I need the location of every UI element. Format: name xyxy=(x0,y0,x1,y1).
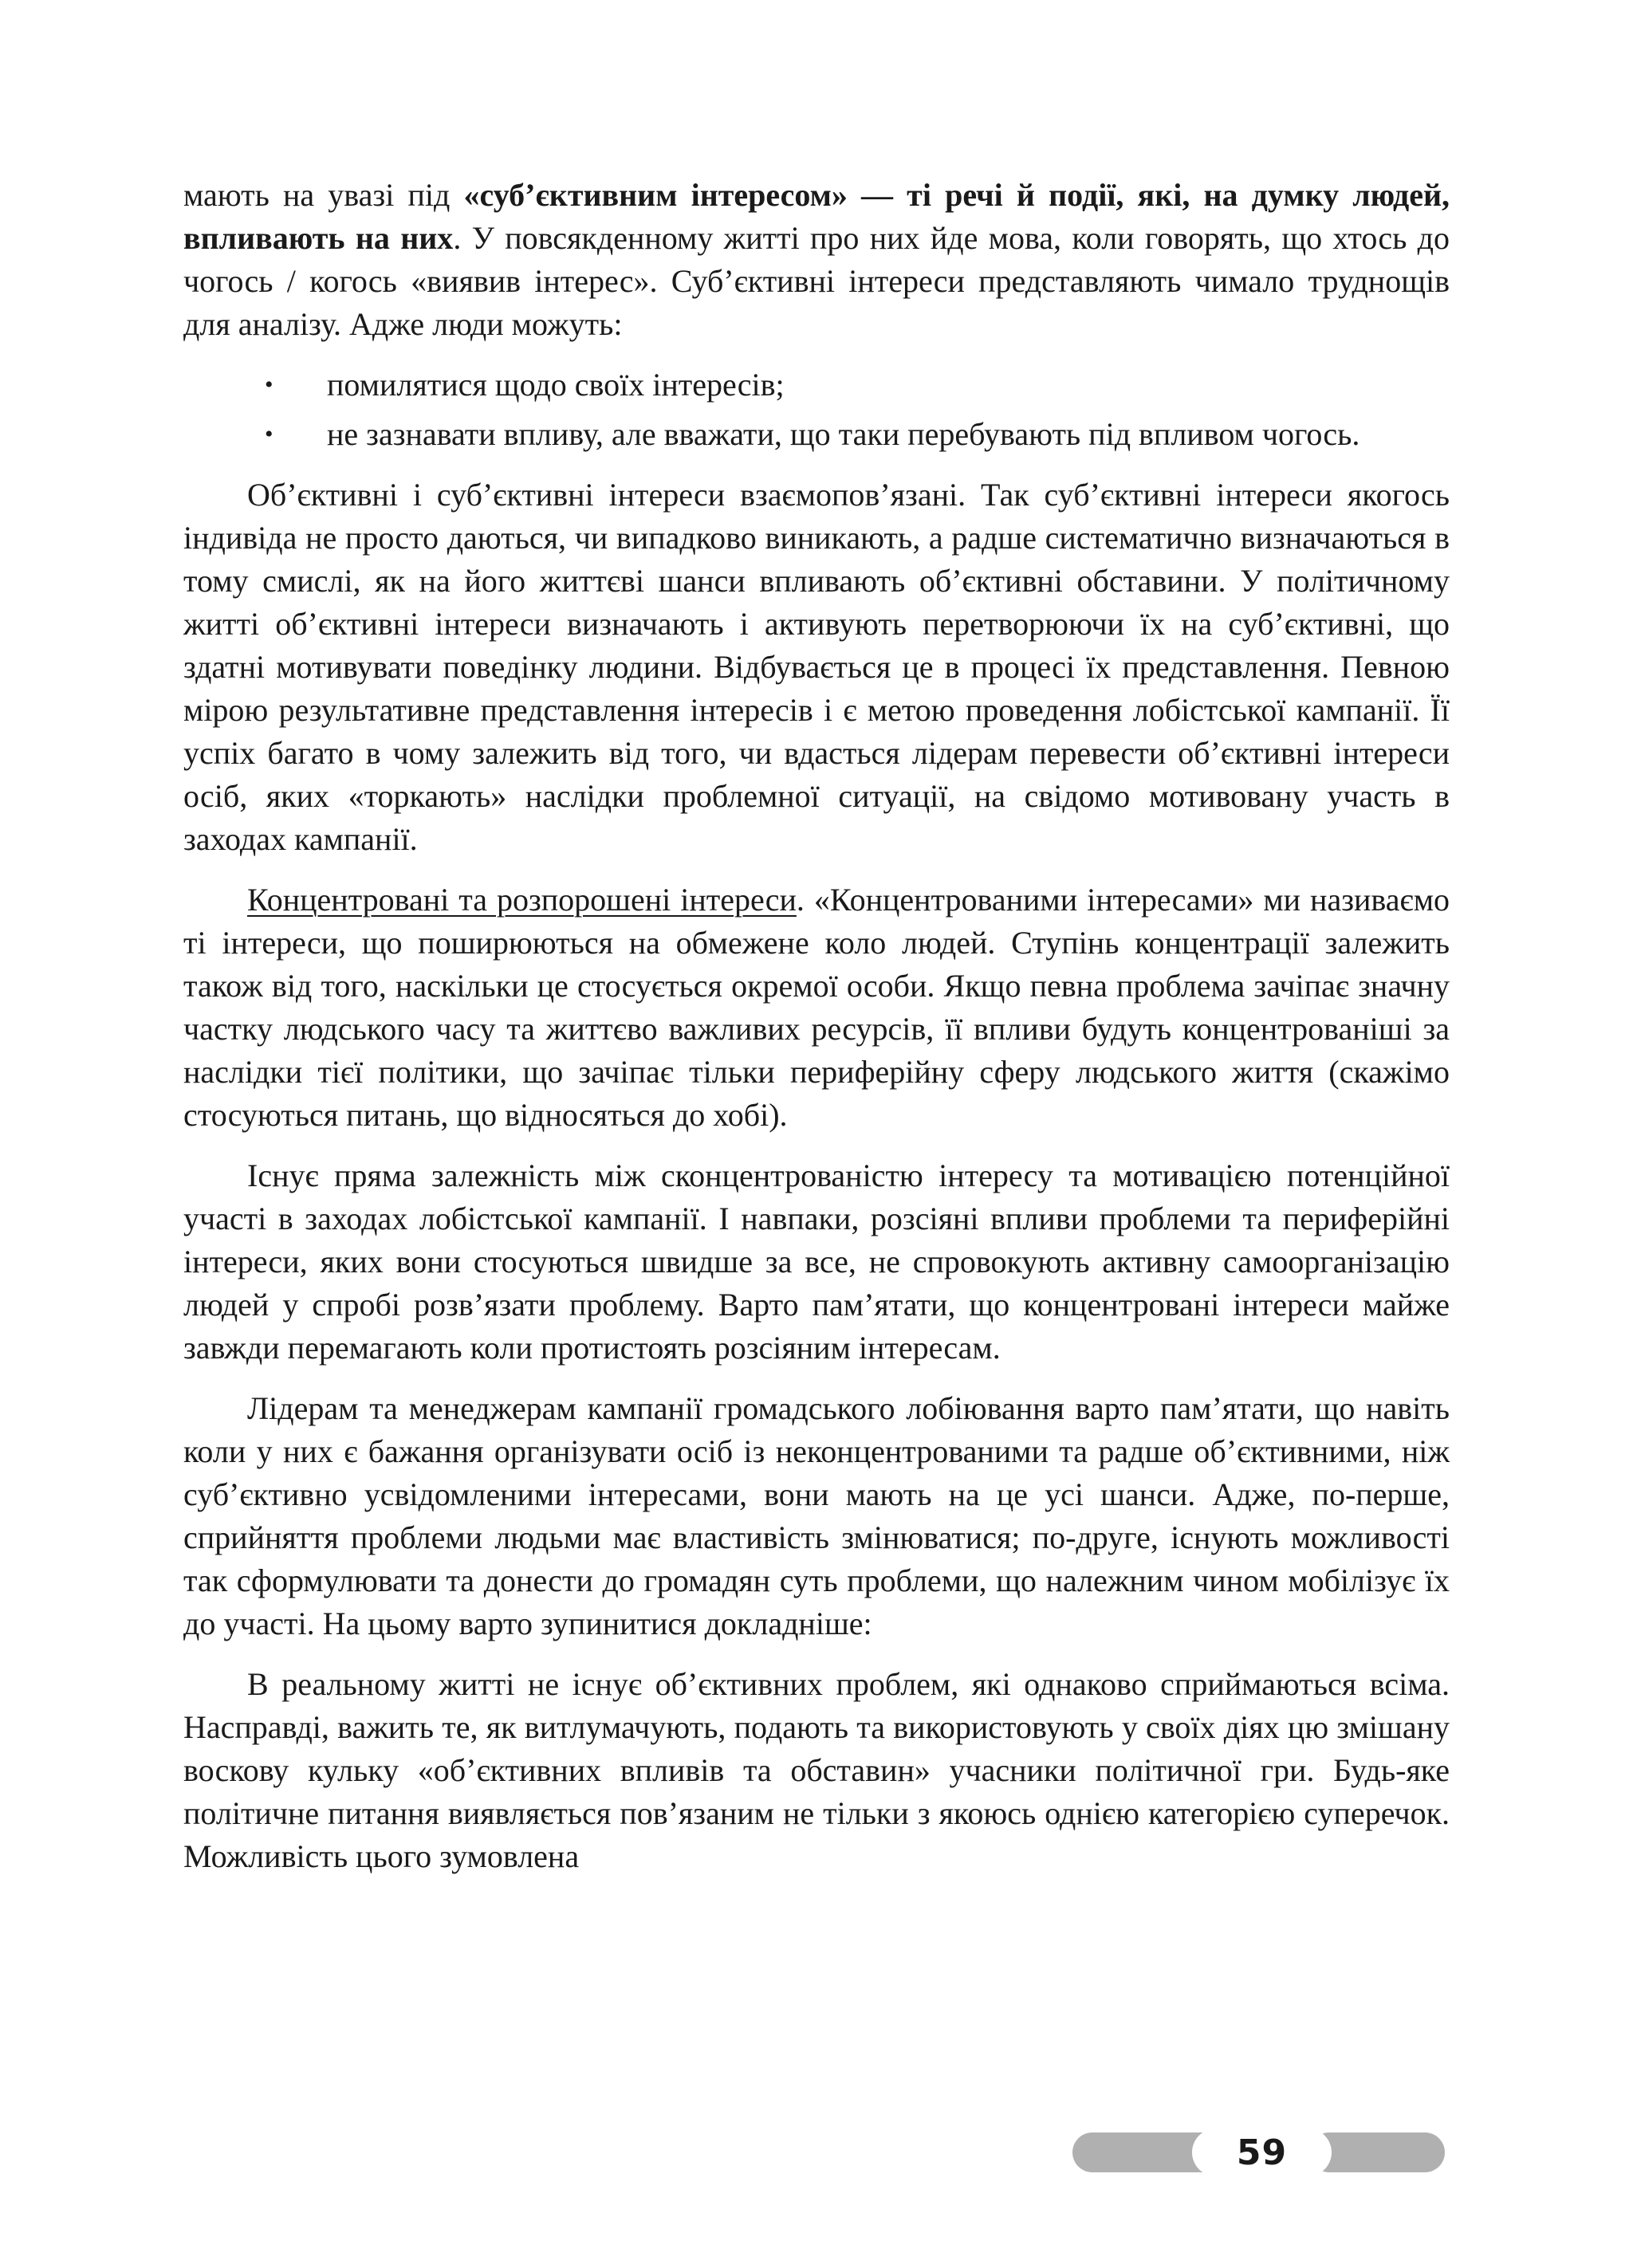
paragraph-2: Об’єктивні і суб’єктивні інтереси взаємопов’язані. Так суб’єктивні інтереси якогось індивіда не просто даються, чи випадково виникають, а радше систематично визначаються в тому смислі, як на його життєві шанси впливають об’єктивні обставини. У політичному житті об’єктивні інтереси визначають і активують перетворюючи їх на суб’єктивні, що здатні мотивувати поведінку людини. Відбувається це в процесі їх представлення. Певною мірою результативне представлення інтересів і є метою проведення лобістської кампанії. Її успіх багато в чому залежить від того, чи вдасться лідерам перевести об’єктивні інтереси осіб, яких «торкають» наслідки проблемної ситуації, на свідомо мотивовану участь в заходах кампанії. xyxy=(183,477,1450,857)
bullet-item-2-text: не зазнавати впливу, але вважати, що таки перебувають під впливом чогось. xyxy=(327,416,1360,452)
paragraph-4: Існує пряма залежність між сконцентрованістю інтересу та мотивацією потенційної участі в заходах лобістської кампанії. І навпаки, розсіяні впливи проблеми та периферійні інтереси, яких вони стосуються швидше за все, не спровокують активну самоорганізацію людей у спробі розв’язати проблему. Варто пам’ятати, що концентровані інтереси майже завжди перемагають коли протистоять розсіяним інтересам. xyxy=(183,1158,1450,1366)
main-text-column xyxy=(183,174,1450,1896)
paragraph-3-text: . «Концентрованими інтересами» ми називаємо ті інтереси, що поширюються на обмежене коло людей. Ступінь концентрації залежить також від того, наскільки це стосується окремої особи. Якщо певна проблема зачіпає значну частку людського часу та життєво важливих ресурсів, її впливи будуть концентрованіші за наслідки тієї політики, що зачіпає тільки периферійну сферу людського життя (скажімо стосуються питань, що відносяться до хобі). xyxy=(183,882,1450,1133)
paragraph-3 xyxy=(183,879,1450,1137)
paragraph-1 xyxy=(183,174,1450,346)
paragraph-1-rest: . У повсякденному житті про них йде мова, коли говорять, що хтось до чогось / когось «виявив інтерес». Суб’єктивні інтереси представляють чимало труднощів для аналізу. Адже люди можуть: xyxy=(183,220,1450,342)
paragraph-5: Лідерам та менеджерам кампанії громадського лобіювання варто пам’ятати, що навіть коли у них є бажання організувати осіб із неконцентрованими та радше об’єктивними, ніж суб’єктивно усвідомленими інтересами, вони мають на це усі шанси. Адже, по-перше, сприйняття проблеми людьми має властивість змінюватися; по-друге, існують можливості так сформулювати та донести до громадян суть проблеми, що належним чином мобілізує їх до участі. На цьому варто зупинитися докладніше: xyxy=(183,1390,1450,1641)
bullet-item-2 xyxy=(265,413,1450,456)
page-number: 59 xyxy=(1236,2132,1288,2173)
paragraph-1-start: мають на увазі під xyxy=(183,177,464,213)
paragraph-1-bold: «суб’єктивним інтересом» — ті речі й події, які, на думку людей, впливають на них xyxy=(183,177,1450,256)
page-number-bar xyxy=(1072,2130,1445,2175)
page-number-box xyxy=(1192,2128,1332,2176)
paragraph-3-heading: Концентровані та розпорошені інтереси xyxy=(247,882,797,918)
bullet-dot-icon: • xyxy=(265,421,273,447)
bullet-list xyxy=(183,364,1450,456)
bullet-item-1-text: помилятися щодо своїх інтересів; xyxy=(327,367,785,403)
bullet-dot-icon: • xyxy=(265,371,273,398)
paragraph-6: В реальному житті не існує об’єктивних проблем, які однаково сприймаються всіма. Насправді, важить те, як витлумачують, подають та використовують у своїх діях цю змішану воскову кульку «об’єктивних впливів та обставин» учасники політичної гри. Будь-яке політичне питання виявляється пов’язаним не тільки з якоюсь однією категорією суперечок. Можливість цього зумовлена xyxy=(183,1666,1450,1874)
bullet-item-1 xyxy=(265,364,1450,407)
